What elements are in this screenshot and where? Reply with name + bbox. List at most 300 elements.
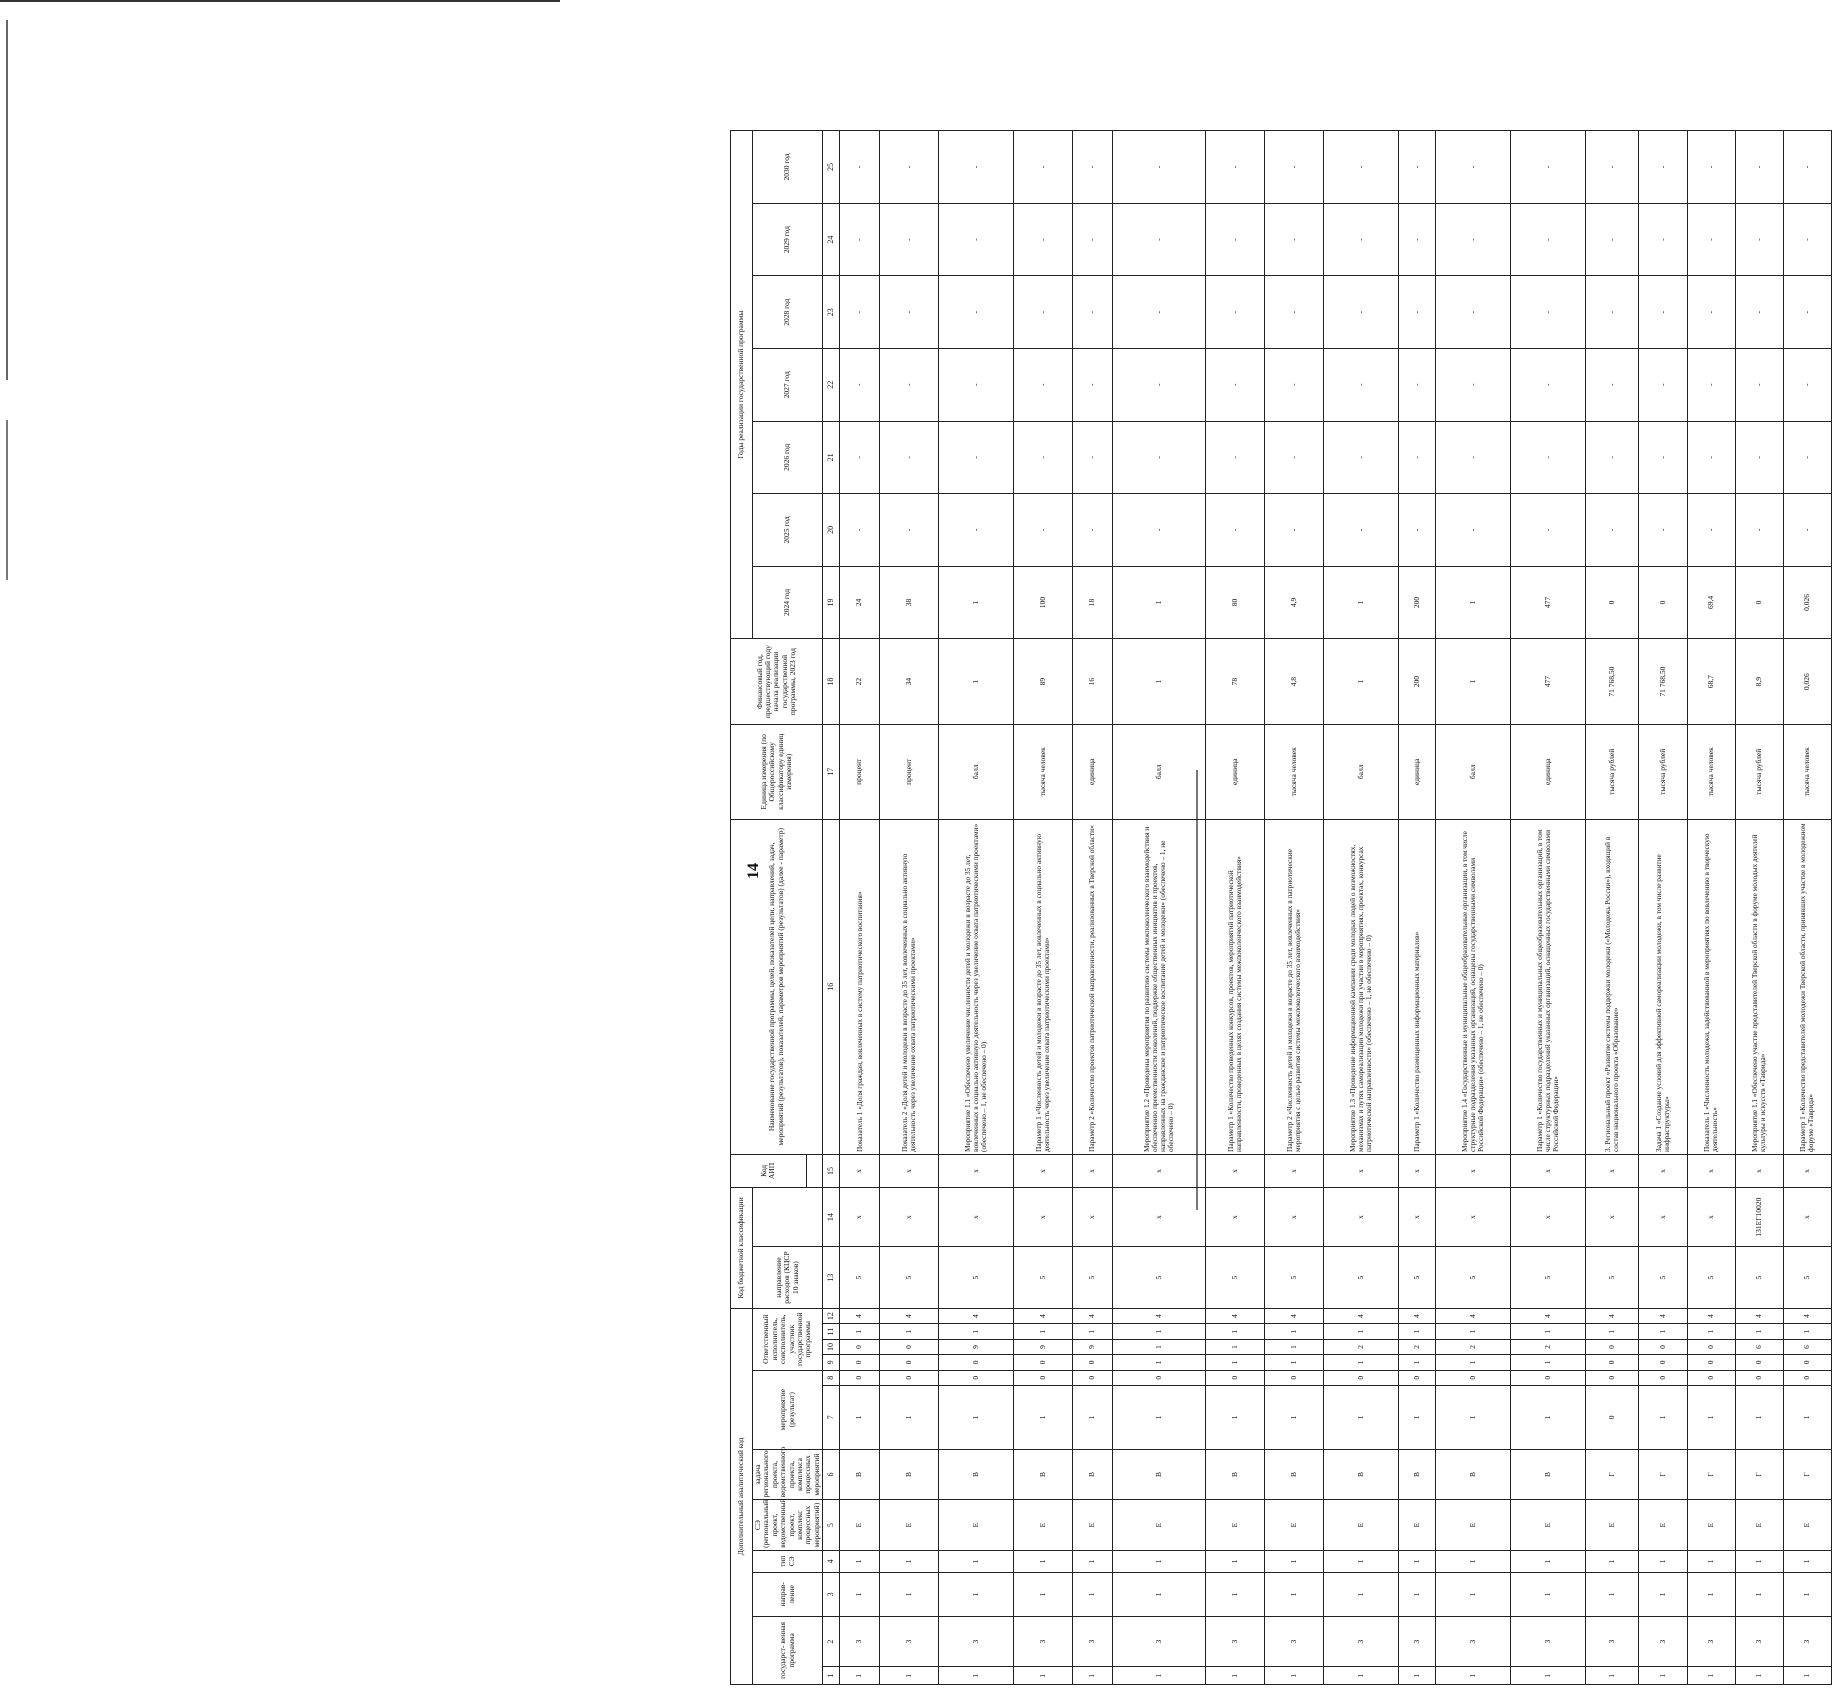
code-cell: 0 <box>939 1370 1014 1385</box>
header-se: СЭ (региональный проект, ведомственный проект, комплекс процессных мероприятий) <box>753 1500 823 1551</box>
code-cell: В <box>939 1449 1014 1500</box>
code-cell: 1 <box>1265 1385 1324 1449</box>
row-name: Параметр 1 «Численность детей и молодежи в возрасте до 35 лет, вовлеченных в социально активную деятельность через увеличение охвата патриотическими проектами» <box>1013 819 1072 1154</box>
header-year-2029: 2029 год <box>753 203 823 276</box>
row-value-future: - <box>880 203 939 276</box>
row-value-future: - <box>1072 203 1112 276</box>
code-cell: 0 <box>1013 1355 1072 1370</box>
code-cell: Г <box>1735 1449 1783 1500</box>
row-base-2023: 200 <box>1398 639 1435 725</box>
row-value-future: - <box>1687 131 1735 204</box>
code-cell: 1 <box>939 1385 1014 1449</box>
code-cell: 0 <box>1206 1370 1265 1385</box>
header-year-2024: 2024 год <box>753 566 823 639</box>
row-value-future: - <box>939 421 1014 494</box>
code-cell: 0 <box>880 1339 939 1354</box>
code-cell: 1 <box>1072 1324 1112 1339</box>
table-body <box>840 131 1832 1685</box>
row-value-2024: 0 <box>1735 566 1783 639</box>
code-cell: В <box>1112 1449 1206 1500</box>
code-cell: 1 <box>880 1572 939 1616</box>
code-cell: 4 <box>840 1308 880 1324</box>
row-value-future: - <box>939 131 1014 204</box>
row-value-future: - <box>880 131 939 204</box>
code-cell: 0 <box>1013 1370 1072 1385</box>
code-cell: 1 <box>1511 1324 1586 1339</box>
row-value-future: - <box>1783 348 1831 421</box>
code-cell: 1 <box>1436 1385 1511 1449</box>
column-number: 14 <box>823 1187 840 1246</box>
code-cell: 5 <box>1072 1247 1112 1309</box>
column-number: 16 <box>823 819 840 1154</box>
code-cell: 1 <box>1398 1324 1435 1339</box>
code-cell: 0 <box>880 1355 939 1370</box>
code-cell: 5 <box>1735 1247 1783 1309</box>
code-cell: 0 <box>1112 1370 1206 1385</box>
row-value-future: - <box>1013 494 1072 567</box>
row-name: Задача 1 «Создание условий для эффективной самореализации молодежи, в том числе развитие инфраструктуры» <box>1639 819 1687 1154</box>
code-cell: 0 <box>1735 1355 1783 1370</box>
code-cell: 5 <box>1687 1247 1735 1309</box>
row-value-future: - <box>1586 421 1639 494</box>
row-value-future: - <box>1586 348 1639 421</box>
code-cell: 3 <box>1511 1616 1586 1667</box>
row-value-future: - <box>840 348 880 421</box>
code-cell: 1 <box>1511 1385 1586 1449</box>
table-row <box>1735 131 1783 1685</box>
code-cell: 3 <box>1639 1616 1687 1667</box>
row-name: Мероприятие 1.1 «Обеспечено участие представителей Тверской области в форуме молодых деятелей культуры и искусств «Таврида» <box>1735 819 1783 1154</box>
code-cell: 1 <box>1265 1667 1324 1685</box>
row-name: Показатель 2 «Доля детей и молодежи в возрасте до 35 лет, вовлеченных в социально активную деятельность через увеличение охвата патриотическими проектами» <box>880 819 939 1154</box>
code-cell: 1 <box>1206 1324 1265 1339</box>
row-base-2023: 1 <box>1112 639 1206 725</box>
row-value-2024: 100 <box>1013 566 1072 639</box>
row-value-2024: 1 <box>939 566 1014 639</box>
row-base-2023: 8,9 <box>1735 639 1783 725</box>
code-cell: Е <box>1687 1500 1735 1551</box>
row-value-future: - <box>1511 203 1586 276</box>
code-cell: 1 <box>1735 1324 1783 1339</box>
code-cell: В <box>880 1449 939 1500</box>
row-value-future: - <box>1072 348 1112 421</box>
code-cell: 1 <box>1013 1550 1072 1572</box>
code-cell: 5 <box>1206 1247 1265 1309</box>
code-cell: х <box>1324 1154 1399 1187</box>
code-cell: В <box>1013 1449 1072 1500</box>
code-cell: 1 <box>1072 1667 1112 1685</box>
code-cell: 5 <box>1639 1247 1687 1309</box>
header-unit: Единица измерения (по Общероссийскому классификатору единиц измерения) <box>731 725 823 820</box>
code-cell: 1 <box>1687 1324 1735 1339</box>
code-cell: 0 <box>1072 1355 1112 1370</box>
row-value-future: - <box>1398 131 1435 204</box>
row-value-2024: 477 <box>1511 566 1586 639</box>
row-value-future: - <box>1639 494 1687 567</box>
code-cell: 3 <box>1324 1616 1399 1667</box>
row-unit: балл <box>1436 725 1511 820</box>
row-value-2024: 0 <box>1639 566 1687 639</box>
row-value-future: - <box>1735 131 1783 204</box>
row-value-future: - <box>1265 276 1324 349</box>
code-cell: 5 <box>1324 1247 1399 1309</box>
row-value-future: - <box>1206 276 1265 349</box>
code-cell: 0 <box>1436 1370 1511 1385</box>
code-cell: 0 <box>1687 1370 1735 1385</box>
code-cell: 1 <box>1436 1550 1511 1572</box>
code-cell: 1 <box>1783 1324 1831 1339</box>
code-cell: Г <box>1586 1449 1639 1500</box>
code-cell: В <box>1072 1449 1112 1500</box>
row-value-future: - <box>1324 131 1399 204</box>
scan-edge-line <box>6 420 8 580</box>
row-value-future: - <box>1072 494 1112 567</box>
code-cell: В <box>1398 1449 1435 1500</box>
code-cell: х <box>1735 1154 1783 1187</box>
code-cell: 3 <box>1112 1616 1206 1667</box>
header-measure: мероприятие (результат) <box>753 1370 823 1449</box>
code-cell: 0 <box>1783 1370 1831 1385</box>
table-row <box>1206 131 1265 1685</box>
code-cell: 0 <box>1586 1339 1639 1354</box>
row-base-2023: 1 <box>1436 639 1511 725</box>
row-name: Параметр 2 «Количество проектов патриотической направленности, реализованных в Тверской области» <box>1072 819 1112 1154</box>
code-cell: х <box>880 1187 939 1246</box>
column-number: 20 <box>823 494 840 567</box>
code-cell: 2 <box>1398 1339 1435 1354</box>
column-number: 19 <box>823 566 840 639</box>
row-value-future: - <box>1265 348 1324 421</box>
row-value-future: - <box>840 203 880 276</box>
code-cell: 1 <box>1265 1355 1324 1370</box>
row-value-2024: 0 <box>1586 566 1639 639</box>
code-cell: Г <box>1639 1449 1687 1500</box>
row-value-2024: 1 <box>1436 566 1511 639</box>
row-value-future: - <box>1436 276 1511 349</box>
code-cell: 3 <box>1783 1616 1831 1667</box>
code-cell: 9 <box>1072 1339 1112 1354</box>
row-value-future: - <box>1072 131 1112 204</box>
row-base-2023: 4,8 <box>1265 639 1324 725</box>
row-unit: процент <box>840 725 880 820</box>
code-cell: 4 <box>1112 1308 1206 1324</box>
rotated-table-wrapper <box>730 130 1830 1685</box>
row-value-future: - <box>840 276 880 349</box>
code-cell: 5 <box>1398 1247 1435 1309</box>
code-cell: 1 <box>1511 1572 1586 1616</box>
code-cell: 1 <box>1511 1667 1586 1685</box>
row-unit: тысяча рублей <box>1586 725 1639 820</box>
code-cell: 1 <box>1112 1324 1206 1339</box>
row-name: Параметр 1 «Количество представителей молодежи Тверской области, принявших участие в молодежном форуме «Таврида» <box>1783 819 1831 1154</box>
code-cell: х <box>1112 1154 1206 1187</box>
code-cell: 5 <box>1436 1247 1511 1309</box>
code-cell: 1 <box>1586 1667 1639 1685</box>
row-value-future: - <box>1324 276 1399 349</box>
code-cell: х <box>939 1154 1014 1187</box>
row-value-future: - <box>1639 348 1687 421</box>
table-row <box>1398 131 1435 1685</box>
code-cell: В <box>1206 1449 1265 1500</box>
code-cell: 4 <box>1206 1308 1265 1324</box>
row-name: Показатель 1 «Доля граждан, вовлеченных в систему патриотического воспитания» <box>840 819 880 1154</box>
row-name: Мероприятие 1.1 «Обеспечено увеличение численности детей и молодежи в возрасте до 35 лет, вовлеченных в социально активную деятельность через увеличение охвата патриотическими проектами» (обеспечено – 1, не обеспечено – 0) <box>939 819 1014 1154</box>
code-cell: 1 <box>1072 1385 1112 1449</box>
code-cell: 5 <box>1586 1247 1639 1309</box>
code-cell: 1 <box>1324 1355 1399 1370</box>
row-base-2023: 0,026 <box>1783 639 1831 725</box>
code-cell: х <box>1398 1187 1435 1246</box>
header-base-year: Финансовый год, предшествующий году начала реализации государственной программы, 2023 год <box>731 639 823 725</box>
row-unit: балл <box>1112 725 1206 820</box>
column-number: 21 <box>823 421 840 494</box>
row-value-future: - <box>1687 276 1735 349</box>
header-direction: направ- ление <box>753 1572 823 1616</box>
code-cell: 1 <box>1324 1324 1399 1339</box>
code-cell: 1 <box>939 1324 1014 1339</box>
row-name: 3. Региональный проект «Развитие системы поддержки молодежи («Молодежь России»), входящий в состав национального проекта «Образование» <box>1586 819 1639 1154</box>
row-value-2024: 18 <box>1072 566 1112 639</box>
row-unit: единица <box>1206 725 1265 820</box>
row-value-future: - <box>1511 131 1586 204</box>
code-cell: 1 <box>1735 1385 1783 1449</box>
row-value-future: - <box>1639 203 1687 276</box>
code-cell: х <box>1436 1154 1511 1187</box>
column-number: 17 <box>823 725 840 820</box>
code-cell: 4 <box>1072 1308 1112 1324</box>
scan-edge-line <box>0 0 560 2</box>
row-value-future: - <box>1783 494 1831 567</box>
row-value-future: - <box>939 348 1014 421</box>
column-number: 3 <box>823 1572 840 1616</box>
row-value-future: - <box>840 131 880 204</box>
code-cell: 1 <box>1436 1355 1511 1370</box>
row-value-future: - <box>1511 276 1586 349</box>
row-unit: единица <box>1072 725 1112 820</box>
program-table <box>730 130 1832 1685</box>
code-cell: 1 <box>1639 1667 1687 1685</box>
column-number: 25 <box>823 131 840 204</box>
column-number: 1 <box>823 1667 840 1685</box>
code-cell: Е <box>1586 1500 1639 1551</box>
row-value-future: - <box>1511 494 1586 567</box>
code-cell: х <box>1586 1154 1639 1187</box>
code-cell: 0 <box>1265 1370 1324 1385</box>
code-cell: В <box>1265 1449 1324 1500</box>
row-unit: тысяча человек <box>1013 725 1072 820</box>
code-cell: 1 <box>1013 1667 1072 1685</box>
column-numbers-row <box>823 131 840 1685</box>
row-name: Мероприятие 1.4 «Государственные и муниципальные общеобразовательные организации, в том числе структурные подразделения указанных организаций, оснащены государственными символами Российской Федерации» (обеспечено – 1, не обеспечено – 0) <box>1436 819 1511 1154</box>
code-cell: 3 <box>1265 1616 1324 1667</box>
row-value-future: - <box>1013 276 1072 349</box>
row-value-future: - <box>840 421 880 494</box>
column-number: 15 <box>823 1154 840 1187</box>
column-number: 5 <box>823 1500 840 1551</box>
code-cell: 0 <box>1687 1339 1735 1354</box>
row-value-future: - <box>1511 348 1586 421</box>
code-cell: 1 <box>939 1572 1014 1616</box>
row-value-future: - <box>1436 421 1511 494</box>
header-program: государст- венная программа <box>753 1616 823 1684</box>
code-cell: 6 <box>1735 1339 1783 1354</box>
code-cell: 1 <box>1112 1667 1206 1685</box>
row-value-2024: 80 <box>1206 566 1265 639</box>
code-cell: 1 <box>1206 1572 1265 1616</box>
code-cell: 5 <box>1013 1247 1072 1309</box>
row-value-future: - <box>1511 421 1586 494</box>
row-base-2023: 16 <box>1072 639 1112 725</box>
code-cell: 2 <box>1324 1339 1399 1354</box>
code-cell: 1 <box>840 1385 880 1449</box>
row-unit: единица <box>1398 725 1435 820</box>
code-cell: 5 <box>1112 1247 1206 1309</box>
column-number: 11 <box>823 1324 840 1339</box>
code-cell: 9 <box>1013 1339 1072 1354</box>
header-se-type: тип СЭ <box>753 1550 823 1572</box>
row-value-future: - <box>1586 494 1639 567</box>
code-cell: 1 <box>1511 1550 1586 1572</box>
code-cell: 4 <box>1324 1308 1399 1324</box>
code-cell: Е <box>1112 1500 1206 1551</box>
row-value-future: - <box>1265 203 1324 276</box>
code-cell: Г <box>1687 1449 1735 1500</box>
code-cell: 5 <box>1783 1247 1831 1309</box>
code-cell: 1 <box>1687 1385 1735 1449</box>
code-cell: 1 <box>840 1550 880 1572</box>
table-row <box>1687 131 1735 1685</box>
code-cell: Е <box>1639 1500 1687 1551</box>
table-row <box>1511 131 1586 1685</box>
code-cell: х <box>1206 1187 1265 1246</box>
code-cell: 1 <box>1206 1339 1265 1354</box>
row-value-2024: 0,026 <box>1783 566 1831 639</box>
code-cell: 1 <box>1324 1550 1399 1572</box>
code-cell: 1 <box>1586 1324 1639 1339</box>
code-cell: 4 <box>939 1308 1014 1324</box>
code-cell: 1 <box>1735 1667 1783 1685</box>
code-cell: 1 <box>1206 1355 1265 1370</box>
row-unit: единица <box>1511 725 1586 820</box>
row-value-future: - <box>1687 494 1735 567</box>
code-cell: 0 <box>1586 1355 1639 1370</box>
code-cell: 1 <box>880 1385 939 1449</box>
code-cell: 0 <box>1735 1370 1783 1385</box>
column-number: 13 <box>823 1247 840 1309</box>
row-value-future: - <box>1112 494 1206 567</box>
code-cell: 1 <box>1265 1324 1324 1339</box>
code-cell: 0 <box>1511 1370 1586 1385</box>
row-base-2023: 71 768,50 <box>1639 639 1687 725</box>
code-cell: Е <box>880 1500 939 1551</box>
code-cell: 1 <box>1265 1572 1324 1616</box>
column-number: 9 <box>823 1355 840 1370</box>
code-cell: 3 <box>1735 1616 1783 1667</box>
code-cell: 3 <box>1072 1616 1112 1667</box>
code-cell: 4 <box>1511 1308 1586 1324</box>
code-cell: х <box>880 1154 939 1187</box>
code-cell: 0 <box>840 1355 880 1370</box>
code-cell: 0 <box>1586 1370 1639 1385</box>
row-value-future: - <box>1586 203 1639 276</box>
row-value-future: - <box>1687 348 1735 421</box>
row-base-2023: 1 <box>939 639 1014 725</box>
header-expense: направление расходов (КЦСР 10 знаков) <box>753 1247 823 1309</box>
scan-edge-line <box>6 20 8 380</box>
code-cell: 4 <box>1783 1308 1831 1324</box>
code-cell: 1 <box>1735 1572 1783 1616</box>
row-value-future: - <box>1265 494 1324 567</box>
row-value-future: - <box>1783 276 1831 349</box>
code-cell: х <box>1783 1187 1831 1246</box>
code-cell: 1 <box>1783 1667 1831 1685</box>
header-budget-code: Код бюджетной классификации <box>731 1187 753 1308</box>
header-year-2025: 2025 год <box>753 494 823 567</box>
code-cell: х <box>840 1154 880 1187</box>
code-cell: Е <box>1511 1500 1586 1551</box>
code-cell: Е <box>939 1500 1014 1551</box>
code-cell: 0 <box>939 1355 1014 1370</box>
row-value-future: - <box>1436 131 1511 204</box>
code-cell: х <box>1206 1154 1265 1187</box>
row-value-future: - <box>1265 131 1324 204</box>
row-base-2023: 477 <box>1511 639 1586 725</box>
code-cell: 1 <box>1687 1667 1735 1685</box>
table-row <box>1072 131 1112 1685</box>
table-row <box>1013 131 1072 1685</box>
code-cell: 3 <box>1206 1616 1265 1667</box>
code-cell: 1 <box>1013 1572 1072 1616</box>
table-row <box>1265 131 1324 1685</box>
row-value-future: - <box>939 494 1014 567</box>
code-cell: 1 <box>1324 1385 1399 1449</box>
code-cell: 3 <box>1586 1616 1639 1667</box>
code-cell: В <box>840 1449 880 1500</box>
code-cell: 0 <box>1586 1385 1639 1449</box>
header-task: задача регионального проекта, ведомственного проекта, комплекса процессных мероприятий <box>753 1449 823 1500</box>
code-cell: х <box>1783 1154 1831 1187</box>
code-cell: 3 <box>1398 1616 1435 1667</box>
row-base-2023: 89 <box>1013 639 1072 725</box>
code-cell: 3 <box>1436 1616 1511 1667</box>
code-cell: 3 <box>880 1616 939 1667</box>
row-value-2024: 4,9 <box>1265 566 1324 639</box>
code-cell: 1 <box>1687 1550 1735 1572</box>
code-cell: 1 <box>840 1572 880 1616</box>
table-row <box>1783 131 1831 1685</box>
row-name: Параметр 1 «Количество государственных и муниципальных общеобразовательных организаций, в том числе структурных подразделений указанных организаций, оснащенных государственными символами Российской Федерации» <box>1511 819 1586 1154</box>
row-value-future: - <box>1586 276 1639 349</box>
code-cell: 0 <box>1398 1370 1435 1385</box>
row-value-future: - <box>1436 203 1511 276</box>
row-unit: балл <box>939 725 1014 820</box>
header-aip-empty <box>753 1187 823 1246</box>
code-cell: х <box>1398 1154 1435 1187</box>
code-cell: 1 <box>1265 1550 1324 1572</box>
row-value-future: - <box>1687 421 1735 494</box>
code-cell: 1 <box>1072 1572 1112 1616</box>
code-cell: Е <box>1324 1500 1399 1551</box>
code-cell: Е <box>1206 1500 1265 1551</box>
code-cell: х <box>1511 1154 1586 1187</box>
code-cell: 0 <box>840 1339 880 1354</box>
code-cell: 1 <box>1639 1550 1687 1572</box>
column-number: 7 <box>823 1385 840 1449</box>
row-name: Параметр 1 «Количество размещенных информационных материалов» <box>1398 819 1435 1154</box>
header-year-2030: 2030 год <box>753 131 823 204</box>
code-cell: х <box>1687 1154 1735 1187</box>
code-cell: 1 <box>939 1667 1014 1685</box>
